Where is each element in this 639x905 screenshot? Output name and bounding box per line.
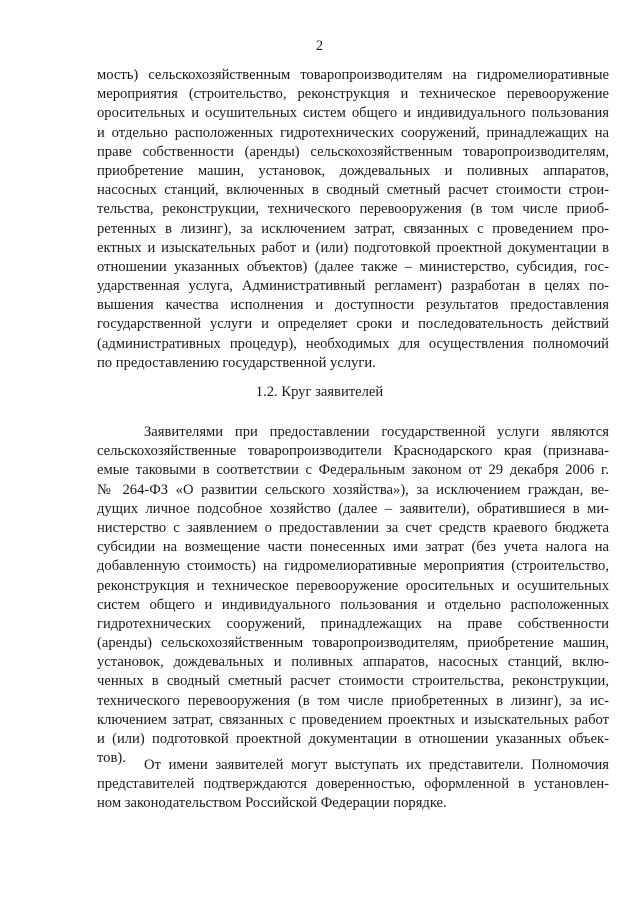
text-line: праве собственности (аренды) сельскохозяйственным товаропроизводителям, <box>97 143 609 160</box>
text-line: сельскохозяйственные товаропроизводители Краснодарского края (признава- <box>97 443 609 460</box>
text-line: приобретение машин, установок, дождевальных и поливных аппаратов, <box>97 162 609 179</box>
text-line: ударственная услуга, Административный регламент) разработан в целях по- <box>97 278 609 295</box>
text-line: гидротехнических сооружений, принадлежащих на праве собственности <box>97 615 609 632</box>
text-line: (административных процедур), необходимых для осуществления полномочий <box>97 335 609 352</box>
text-line: нистерство с заявлением о предоставлении за счет средств краевого бюджета <box>97 519 609 536</box>
text-line: насосных станций, включенных в сводный сметный расчет стоимости строи- <box>97 182 609 199</box>
text-line: дущих личное подсобное хозяйство (далее – заявители), обратившиеся в ми- <box>97 500 609 517</box>
text-line: емые таковыми в соответствии с Федеральным законом от 29 декабря 2006 г. <box>97 462 609 479</box>
text-line: технического перевооружения (в том числе приобретенных в лизинг), за ис- <box>97 692 609 709</box>
section-heading: 1.2. Круг заявителей <box>255 384 384 400</box>
text-line: добавленную стоимость) на гидромелиоративные мероприятия (строительство, <box>97 558 609 575</box>
text-line: тельства, реконструкции, технического перевооружения (в том числе приоб- <box>97 201 609 218</box>
text-line: № 264-ФЗ «О развитии сельского хозяйства»), за исключением граждан, ве- <box>97 481 609 498</box>
text-line: мость) сельскохозяйственным товаропроизводителям на гидромелиоративные <box>97 67 609 83</box>
text-line: представителей подтверждаются доверенностью, оформленной в установлен- <box>97 776 609 793</box>
text-line: От имени заявителей могут выступать их представители. Полномочия <box>144 757 609 773</box>
text-line: установок, дождевальных и поливных аппаратов, насосных станций, вклю- <box>97 654 609 671</box>
text-line: и отдельно расположенных гидротехнических сооружений, принадлежащих на <box>97 124 609 141</box>
text-line: ключением затрат, связанных с проведением проектных и изыскательных работ <box>97 711 609 728</box>
text-line: вышения качества исполнения и доступности результатов предоставления <box>97 297 609 314</box>
text-line: ектных и изыскательных работ и (или) подготовкой проектной документации в <box>97 239 609 256</box>
text-line: государственной услуги и определяет сроки и последовательность действий <box>97 316 609 333</box>
text-line: ретенных в лизинг), за исключением затрат, связанных с проведением про- <box>97 220 609 237</box>
text-line: ном законодательством Российской Федерации порядке. <box>97 795 447 812</box>
page-number: 2 <box>315 38 324 54</box>
text-line: Заявителями при предоставлении государственной услуги являются <box>144 424 609 440</box>
text-line: ченных в сводный сметный расчет стоимости строительства, реконструкции, <box>97 673 609 690</box>
text-line: оросительных и осушительных систем общего и индивидуального пользования <box>97 105 609 122</box>
paragraph-continuation <box>97 66 609 373</box>
text-line: субсидии на возмещение части понесенных ими затрат (без учета налога на <box>97 539 609 556</box>
text-line: реконструкция и техническое перевооружение оросительных и осушительных <box>97 577 609 594</box>
text-line: отношении указанных объектов) (далее также – министерство, субсидия, гос- <box>97 258 609 275</box>
text-line: тов). <box>97 750 126 767</box>
text-line: мероприятия (строительство, реконструкция и техническое перевооружение <box>97 86 609 103</box>
paragraph-representatives <box>97 756 609 814</box>
paragraph-applicants <box>97 423 609 768</box>
text-line: систем общего и индивидуального пользования и отдельно расположенных <box>97 596 609 613</box>
text-line: по предоставлению государственной услуги. <box>97 354 376 371</box>
text-line: и (или) подготовкой проектной документации в отношении указанных объек- <box>97 731 609 747</box>
text-line: (аренды) сельскохозяйственным товаропроизводителям, приобретение машин, <box>97 635 609 652</box>
